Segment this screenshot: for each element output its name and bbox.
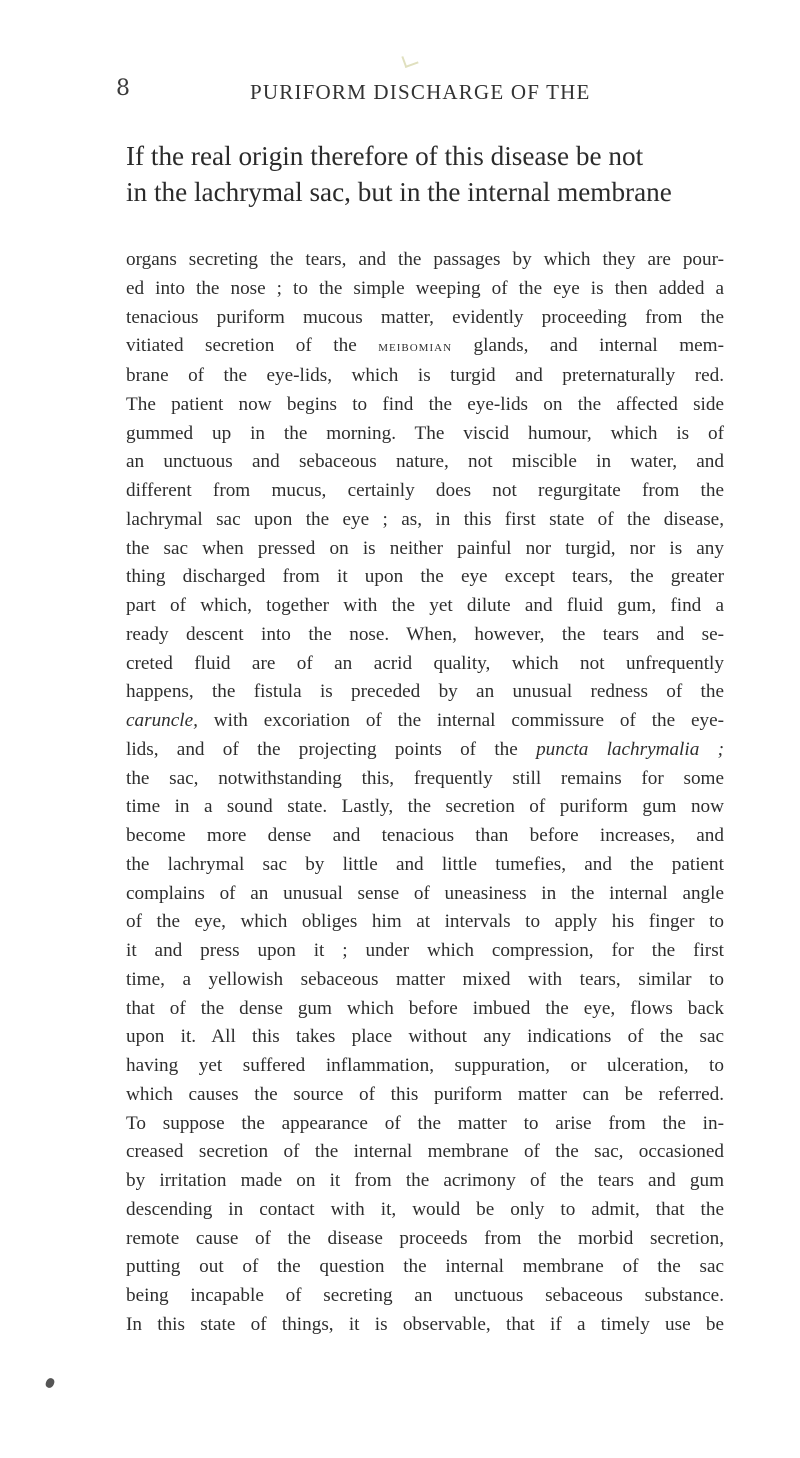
lead-paragraph bbox=[126, 138, 726, 210]
text-run: with excoriation of the internal commissure of the eye- bbox=[197, 710, 724, 731]
italic-term: puncta lachrymalia ; bbox=[536, 738, 724, 760]
text-line: different from mucus, certainly does not regurgitate from the bbox=[126, 480, 724, 501]
italic-term: caruncle, bbox=[126, 710, 198, 731]
text-line: lachrymal sac upon the eye ; as, in this first state of the disease, bbox=[126, 508, 724, 530]
text-line bbox=[126, 707, 724, 736]
text-line: it and press upon it ; under which compression, for the first bbox=[126, 940, 724, 961]
text-line: part of which, together with the yet dilute and fluid gum, find a bbox=[126, 595, 724, 616]
text-line bbox=[126, 736, 724, 765]
text-line: creased secretion of the internal membrane of the sac, occasioned bbox=[126, 1141, 724, 1163]
text-line: happens, the fistula is preceded by an unusual redness of the bbox=[126, 681, 724, 703]
text-line: become more dense and tenacious than before increases, and bbox=[126, 825, 724, 846]
small-caps-term: meibomian bbox=[378, 338, 453, 356]
text-run: vitiated secretion of the bbox=[126, 335, 379, 357]
text-line: the lachrymal sac by little and little tumefies, and the patient bbox=[126, 853, 724, 875]
text-line: complains of an unusual sense of uneasiness in the internal angle bbox=[126, 882, 724, 904]
text-line: the sac when pressed on is neither painful nor turgid, nor is any bbox=[126, 537, 724, 559]
text-line: brane of the eye-lids, which is turgid and preternaturally red. bbox=[126, 365, 724, 386]
text-line: To suppose the appearance of the matter to arise from the in- bbox=[126, 1112, 724, 1134]
text-line: which causes the source of this puriform matter can be referred. bbox=[126, 1083, 724, 1105]
text-line: an unctuous and sebaceous nature, not miscible in water, and bbox=[126, 451, 724, 473]
text-run: glands, and internal mem- bbox=[452, 335, 724, 357]
text-line: being incapable of secreting an unctuous sebaceous substance. bbox=[126, 1285, 724, 1306]
text-line: thing discharged from it upon the eye except tears, the greater bbox=[126, 566, 724, 588]
lead-line: in the lachrymal sac, but in the internal membrane bbox=[126, 177, 672, 207]
text-line: remote cause of the disease proceeds from the morbid secretion, bbox=[126, 1227, 724, 1249]
text-line: of the eye, which obliges him at intervals to apply his finger to bbox=[126, 911, 724, 933]
text-line: time, a yellowish sebaceous matter mixed with tears, similar to bbox=[126, 968, 724, 990]
text-line: ready descent into the nose. When, however, the tears and se- bbox=[126, 623, 724, 645]
text-line: that of the dense gum which before imbued the eye, flows back bbox=[126, 997, 724, 1019]
text-line: In this state of things, it is observable, that if a timely use be bbox=[126, 1313, 724, 1335]
running-head: PURIFORM DISCHARGE OF THE bbox=[250, 80, 591, 104]
text-line: having yet suffered inflammation, suppuration, or ulceration, to bbox=[126, 1055, 724, 1076]
text-line: ed into the nose ; to the simple weeping of the eye is then added a bbox=[126, 277, 724, 299]
paper-mark bbox=[401, 52, 418, 68]
body-paragraph bbox=[126, 246, 724, 1340]
text-line: organs secreting the tears, and the passages by which they are pour- bbox=[126, 249, 724, 270]
text-run: lids, and of the projecting points of the bbox=[126, 738, 537, 760]
text-line: putting out of the question the internal membrane of the sac bbox=[126, 1256, 724, 1278]
text-line: the sac, notwithstanding this, frequently still remains for some bbox=[126, 767, 724, 789]
text-line: upon it. All this takes place without any indications of the sac bbox=[126, 1026, 724, 1048]
text-line: descending in contact with it, would be only to admit, that the bbox=[126, 1198, 724, 1220]
text-line: gummed up in the morning. The viscid humour, which is of bbox=[126, 422, 724, 444]
page-number: 8 bbox=[116, 76, 130, 101]
text-line: creted fluid are of an acrid quality, which not unfrequently bbox=[126, 652, 724, 674]
lead-line: If the real origin therefore of this disease be not bbox=[126, 141, 644, 171]
text-line: time in a sound state. Lastly, the secretion of puriform gum now bbox=[126, 796, 724, 818]
text-line bbox=[126, 332, 724, 362]
text-line: by irritation made on it from the acrimony of the tears and gum bbox=[126, 1170, 724, 1191]
text-line: tenacious puriform mucous matter, evidently proceeding from the bbox=[126, 306, 724, 328]
text-line: The patient now begins to find the eye-lids on the affected side bbox=[126, 393, 724, 415]
ink-blot bbox=[45, 1377, 56, 1389]
